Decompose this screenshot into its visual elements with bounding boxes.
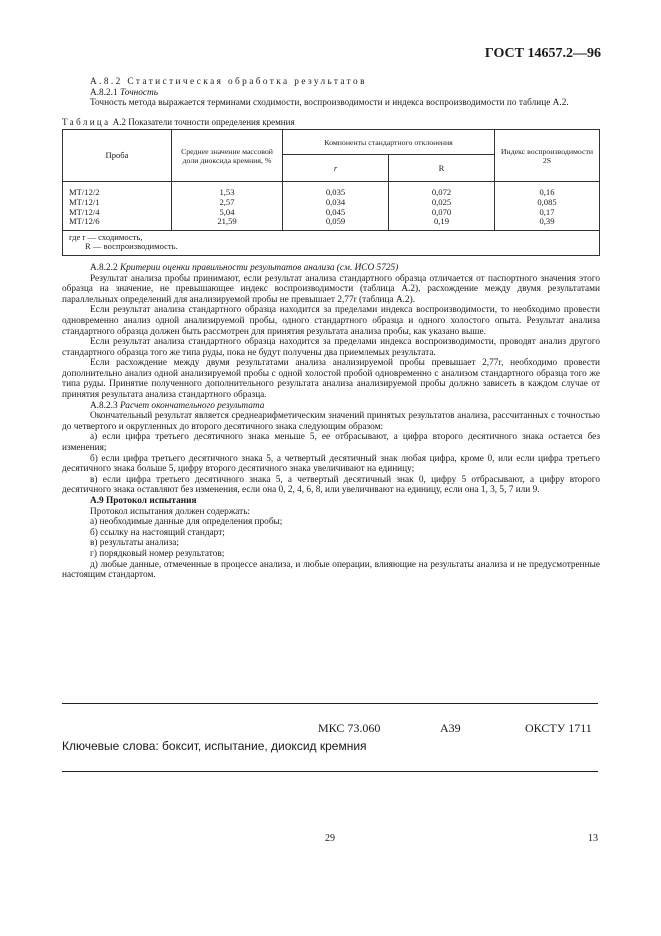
probe-column xyxy=(63,182,172,230)
a9-item: б) ссылку на настоящий стандарт; xyxy=(90,527,225,538)
precision-table xyxy=(62,129,600,256)
r-column xyxy=(283,182,389,230)
keywords: Ключевые слова: боксит, испытание, диоксид кремния xyxy=(62,739,367,753)
col-header-probe: Проба xyxy=(63,130,172,182)
table-caption-word: Таблица xyxy=(62,116,111,127)
section-a823-number: А.8.2.3 xyxy=(90,400,118,411)
index-column xyxy=(495,182,600,230)
okstu-code: ОКСТУ 1711 xyxy=(525,721,592,735)
footer-top-rule xyxy=(62,703,598,704)
R-cell: 0,19 xyxy=(433,216,450,227)
r-cell: 0,035 xyxy=(325,187,346,198)
section-a821-title: Точность xyxy=(119,87,158,98)
probe-cell: МТ/12/2 xyxy=(69,187,100,198)
a9-intro: Протокол испытания должен содержать: xyxy=(90,506,251,517)
a9-item: д) любые данные, отмеченные в процессе анализа, и любые операции, влияющие на результаты анализа и не предусмотренные настоящим стандартом. xyxy=(62,559,600,581)
probe-cell: МТ/12/1 xyxy=(69,196,100,207)
table-notes xyxy=(63,230,600,255)
a823-item-a: а) если цифра третьего десятичного знака меньше 5, ее отбрасывают, а цифра второго десятичного знака остается без изменения; xyxy=(62,432,600,454)
a822-paragraph: Если результат анализа стандартного образца находится за пределами индекса воспроизводимости, проводят анализ другого стандартного образца того же типа руды, пока не будут получены два приемлемых результата. xyxy=(62,337,600,358)
col-header-mean: Среднее значение массовой доли диоксида кремния, % xyxy=(172,130,283,182)
index-cell: 0,16 xyxy=(539,187,555,198)
section-a822-number: А.8.2.2 xyxy=(90,262,118,273)
a9-item: а) необходимые данные для определения пробы; xyxy=(90,517,283,528)
table-data-row xyxy=(63,182,600,230)
table-caption xyxy=(62,117,600,128)
col-header-r xyxy=(283,155,389,182)
a822-paragraph: Если результат анализа стандартного образца находится за пределами индекса воспроизводимости, то необходимо провести одновременно анализ одной анализируемой пробы, одного стандартного образца и одного холостого опыта. Результат анализа стандартного образца должен быть рассмотрен для принятия результата анализа пробы, как указано выше. xyxy=(62,305,600,337)
probe-cell: МТ/12/6 xyxy=(69,216,100,227)
section-a821-text: Точность метода выражается терминами сходимости, воспроизводимости и индекса воспроизводимости по таблице А.2. xyxy=(90,98,569,109)
a822-paragraph: Результат анализа пробы принимают, если результат анализа стандартного образца отличается от паспортного значения этого образца на значение, не превышающее индекс воспроизводимости (таблица А.2), расхождение между двумя результатами параллельных определений для анализируемой пробы не превышает 2,77r (таблица А.2). xyxy=(62,273,600,305)
index-cell: 0,085 xyxy=(537,196,557,207)
standard-header: ГОСТ 14657.2—96 xyxy=(484,46,601,61)
mean-cell: 5,04 xyxy=(219,206,235,217)
mks-code: МКС 73.060 xyxy=(318,721,381,735)
mean-cell: 21,59 xyxy=(217,216,237,227)
page-number-center: 29 xyxy=(325,833,335,844)
classification-code: А39 xyxy=(440,721,461,735)
section-a9-title: А.9 Протокол испытания xyxy=(90,496,197,506)
a9-item: в) результаты анализа; xyxy=(90,538,179,549)
a9-item: г) порядковый номер результатов; xyxy=(90,548,225,559)
index-cell: 0,39 xyxy=(539,216,555,227)
a823-item-b: б) если цифра третьего десятичного знака 5, а четвертый десятичный знак любая цифра, кроме 0, или если цифра третьего десятичного знака больше 5, цифру второго десятичного знака увеличивают на единицу; xyxy=(62,453,600,475)
table-notes-row xyxy=(63,230,600,255)
col-header-r-label: r xyxy=(333,162,338,173)
section-a822-heading xyxy=(62,263,600,274)
r-cell: 0,034 xyxy=(325,196,346,207)
col-header-components: Компоненты стандартного отклонения xyxy=(283,130,495,155)
a823-paragraph: Окончательный результат является среднеарифметическим значений принятых результатов анализа, рассчитанных с точностью до четвертого и округленных до второго десятичного знака следующим образом: xyxy=(62,411,600,432)
r-cell: 0,059 xyxy=(325,216,346,227)
note-r: где r — сходимость, xyxy=(69,231,143,242)
mean-cell: 2,57 xyxy=(219,196,235,207)
mean-cell: 1,53 xyxy=(219,187,235,198)
R-column xyxy=(389,182,495,230)
footer-bottom-rule xyxy=(62,771,598,772)
a823-item-c: в) если цифра третьего десятичного знака 5, а четвертый десятичный знак 0, цифру 5 отбрасывают, а цифру второго десятичного знака оставляют без изменения, если она 0, 2, 4, 6, 8, или увеличивают на единицу, если она 1, 3, 5, 7 или 9. xyxy=(62,474,600,496)
R-cell: 0,072 xyxy=(431,187,452,198)
a822-paragraph: Если расхождение между двумя результатами анализа анализируемой пробы превышает 2,77r, необходимо провести дополнительно анализ одной анализируемой пробы с одной холостой пробой одновременно с анализом стандартного образца того же типа руды. Принятие полученного дополнительного результата анализа анализируемой пробы должно зависеть в каждом случае от принятия результата анализа стандартного образца. xyxy=(62,358,600,401)
section-a822-title: Критерии оценки правильности результатов анализа (см. ИСО 5725) xyxy=(119,262,399,273)
page-number-right: 13 xyxy=(588,833,598,844)
table-caption-text: А.2 Показатели точности определения кремния xyxy=(112,116,295,127)
mean-column xyxy=(172,182,283,230)
section-a823-heading xyxy=(62,401,600,412)
R-cell: 0,070 xyxy=(431,206,452,217)
probe-cell: МТ/12/4 xyxy=(69,206,100,217)
col-header-R: R xyxy=(389,155,495,182)
section-a821-heading xyxy=(62,88,600,99)
note-R: R — воспроизводимость. xyxy=(85,241,178,252)
section-a821-number: А.8.2.1 xyxy=(90,87,118,98)
R-cell: 0,025 xyxy=(431,196,452,207)
index-cell: 0,17 xyxy=(539,206,555,217)
col-header-index: Индекс воспроизводимости 2S xyxy=(495,130,600,182)
section-a82-title: А.8.2 Статистическая обработка результатов xyxy=(90,77,367,87)
r-cell: 0,045 xyxy=(325,206,346,217)
document-body xyxy=(62,77,600,581)
section-a823-title: Расчет окончательного результата xyxy=(119,400,265,411)
